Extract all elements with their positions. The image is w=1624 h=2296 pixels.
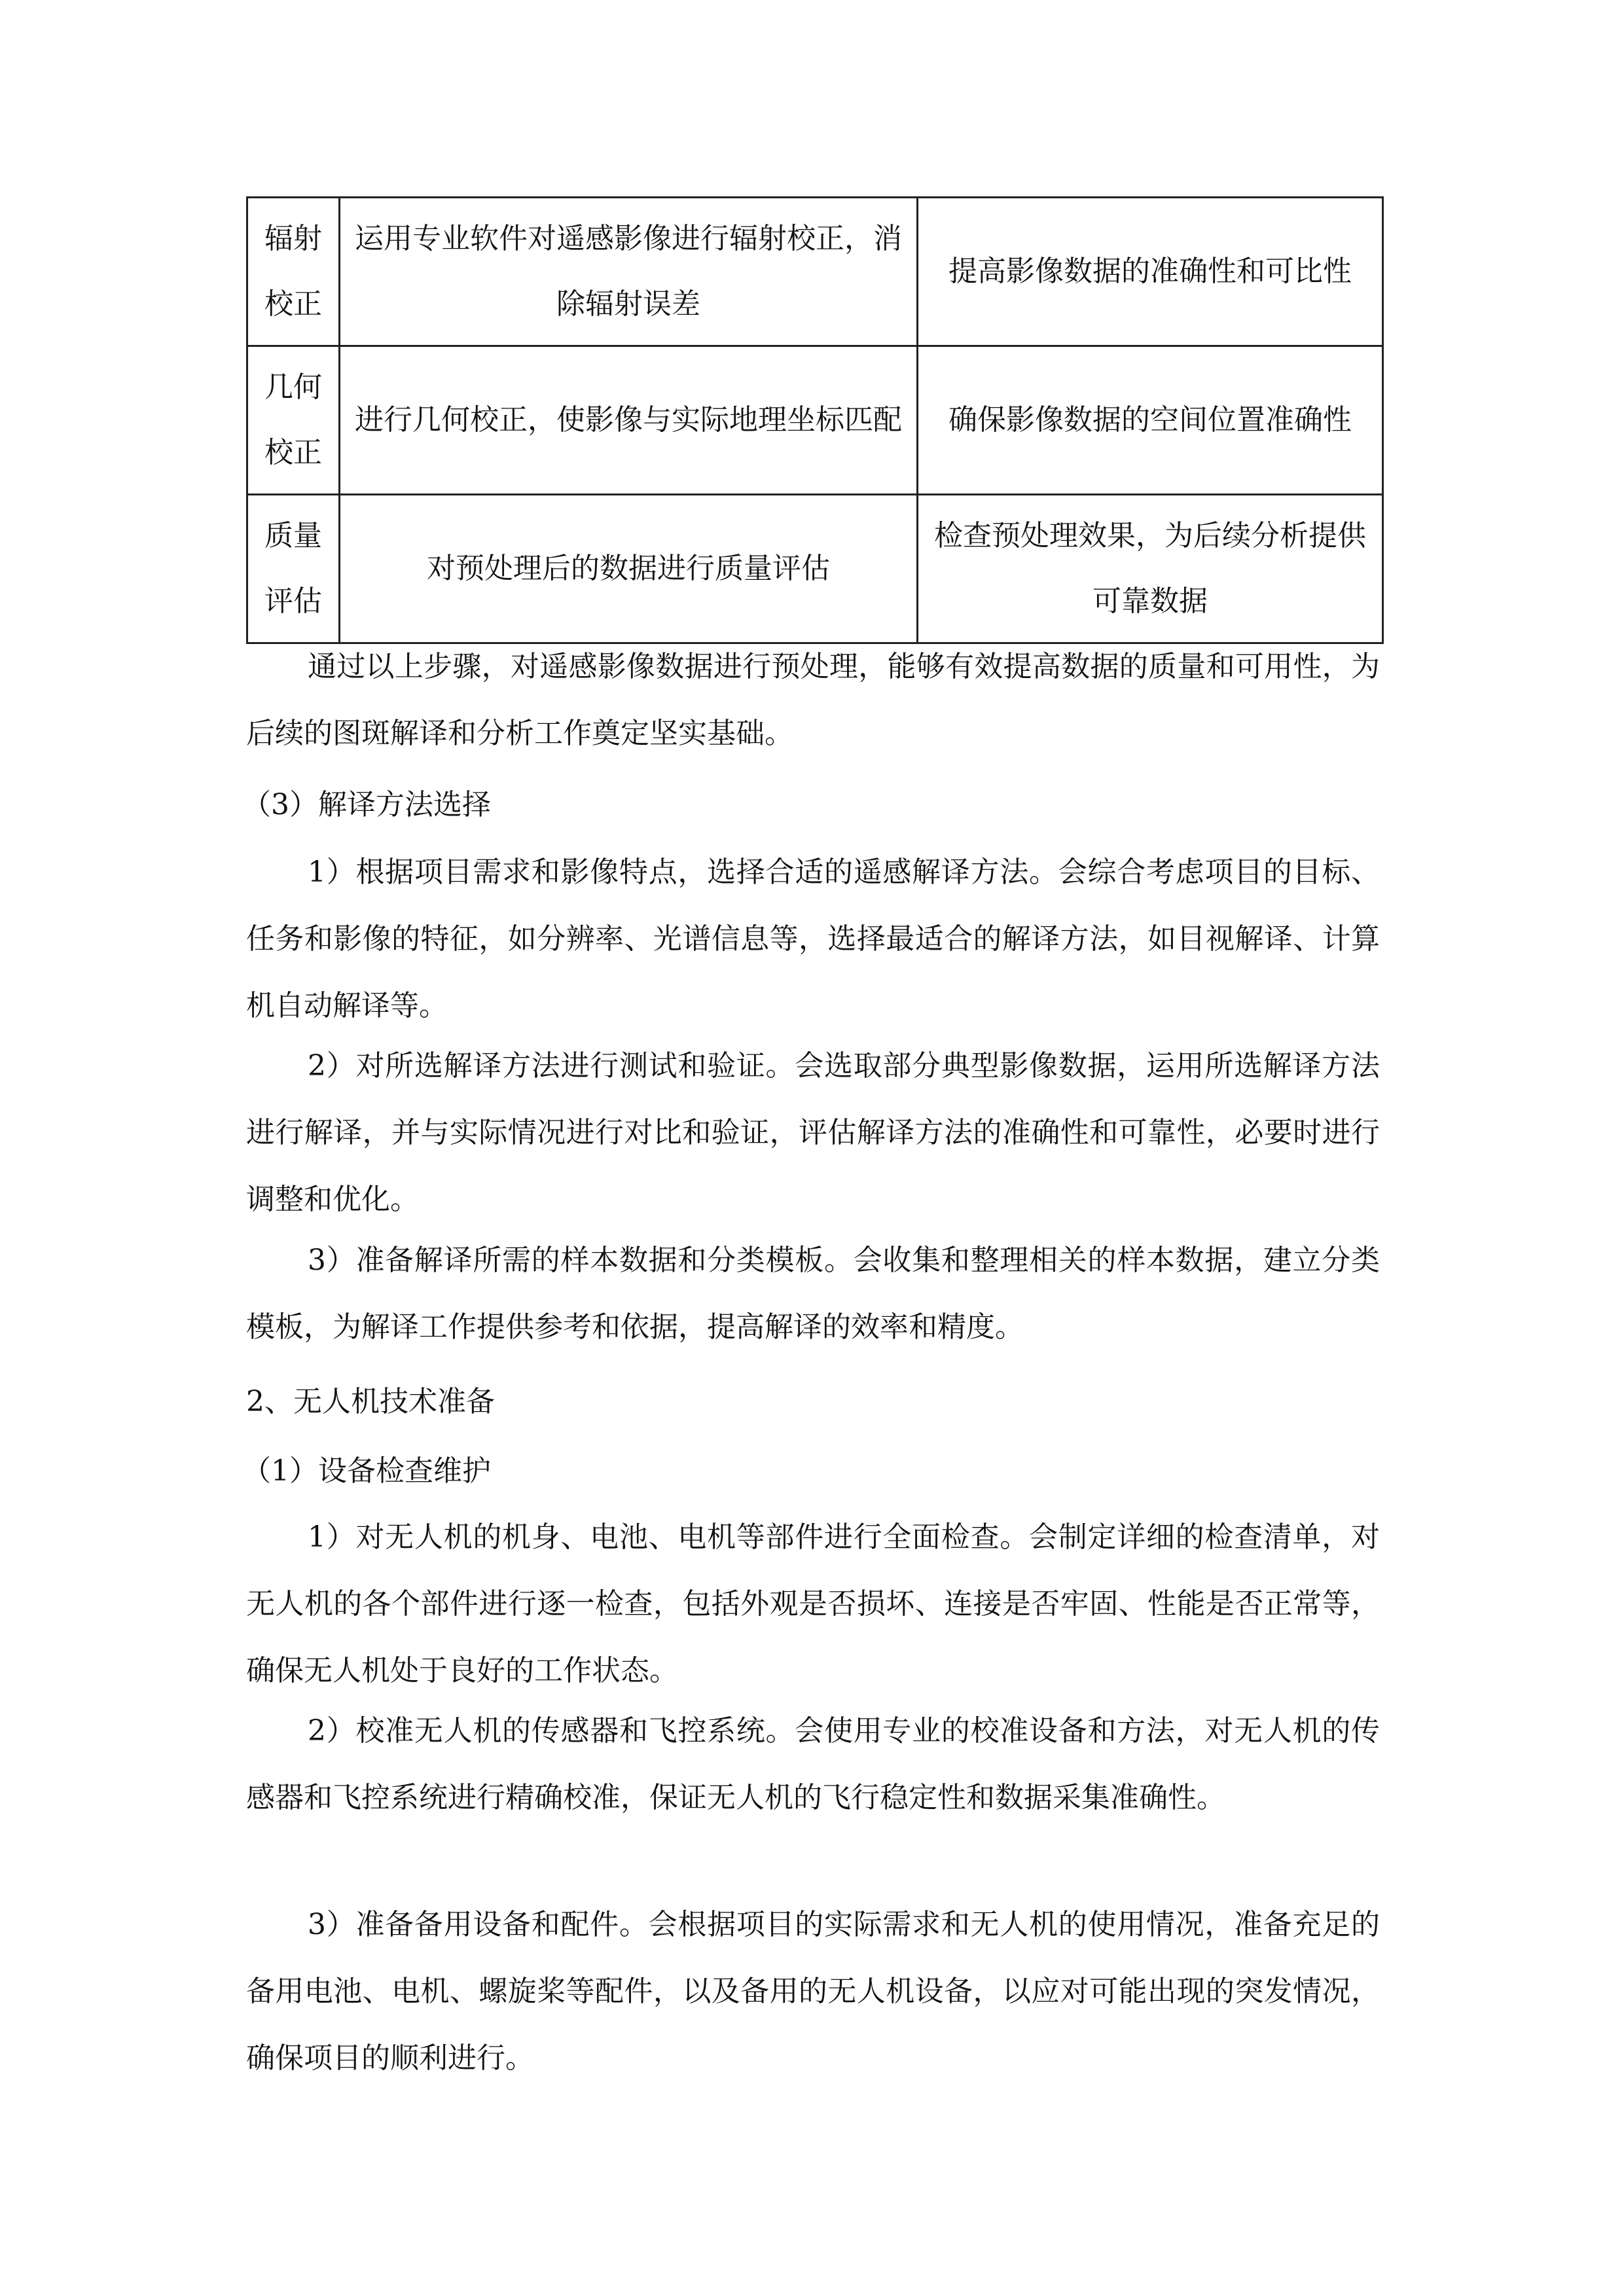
chapter-heading-block bbox=[246, 1382, 1380, 1422]
chapter-heading: 2、无人机技术准备 bbox=[246, 1385, 495, 1418]
method-cell: 对预处理后的数据进行质量评估 bbox=[340, 495, 918, 643]
step-cell: 质量评估 bbox=[247, 495, 340, 643]
equipment-item-block bbox=[246, 1892, 1380, 2092]
purpose-cell: 提高影像数据的准确性和可比性 bbox=[918, 198, 1383, 346]
section-heading: （3）解译方法选择 bbox=[242, 788, 491, 821]
table-row bbox=[247, 495, 1383, 643]
interpretation-item: 2）对所选解译方法进行测试和验证。会选取部分典型影像数据，运用所选解译方法进行解译，并与实际情况进行对比和验证，评估解译方法的准确性和可靠性，必要时进行调整和优化。 bbox=[246, 1049, 1380, 1216]
subsection-heading-block bbox=[242, 1452, 1380, 1491]
summary-paragraph: 通过以上步骤，对遥感影像数据进行预处理，能够有效提高数据的质量和可用性，为后续的图斑解译和分析工作奠定坚实基础。 bbox=[246, 650, 1380, 750]
interpretation-item: 1）根据项目需求和影像特点，选择合适的遥感解译方法。会综合考虑项目的目标、任务和影像的特征，如分辨率、光谱信息等，选择最适合的解译方法，如目视解译、计算机自动解译等。 bbox=[246, 855, 1380, 1022]
interpretation-item-block bbox=[246, 1033, 1380, 1233]
method-cell: 运用专业软件对遥感影像进行辐射校正，消除辐射误差 bbox=[340, 198, 918, 346]
method-cell: 进行几何校正，使影像与实际地理坐标匹配 bbox=[340, 346, 918, 495]
equipment-item: 1）对无人机的机身、电池、电机等部件进行全面检查。会制定详细的检查清单，对无人机的各个部件进行逐一检查，包括外观是否损坏、连接是否牢固、性能是否正常等，确保无人机处于良好的工作状态。 bbox=[246, 1520, 1380, 1687]
subsection-heading: （1）设备检查维护 bbox=[242, 1454, 491, 1488]
step-cell: 几何校正 bbox=[247, 346, 340, 495]
equipment-item: 2）校准无人机的传感器和飞控系统。会使用专业的校准设备和方法，对无人机的传感器和飞控系统进行精确校准，保证无人机的飞行稳定性和数据采集准确性。 bbox=[246, 1714, 1380, 1814]
equipment-item-block bbox=[246, 1698, 1380, 1831]
table-row bbox=[247, 198, 1383, 346]
interpretation-item-block bbox=[246, 839, 1380, 1039]
purpose-cell: 确保影像数据的空间位置准确性 bbox=[918, 346, 1383, 495]
interpretation-item: 3）准备解译所需的样本数据和分类模板。会收集和整理相关的样本数据，建立分类模板，为解译工作提供参考和依据，提高解译的效率和精度。 bbox=[246, 1244, 1380, 1344]
purpose-cell: 检查预处理效果，为后续分析提供可靠数据 bbox=[918, 495, 1383, 643]
equipment-item: 3）准备备用设备和配件。会根据项目的实际需求和无人机的使用情况，准备充足的备用电池、电机、螺旋桨等配件，以及备用的无人机设备，以应对可能出现的突发情况，确保项目的顺利进行。 bbox=[246, 1908, 1380, 2075]
summary-block bbox=[246, 634, 1380, 767]
interpretation-item-block bbox=[246, 1227, 1380, 1361]
step-cell: 辐射校正 bbox=[247, 198, 340, 346]
equipment-item-block bbox=[246, 1504, 1380, 1704]
preprocessing-table bbox=[246, 196, 1384, 644]
table-row bbox=[247, 346, 1383, 495]
section-heading-block bbox=[242, 785, 1380, 825]
